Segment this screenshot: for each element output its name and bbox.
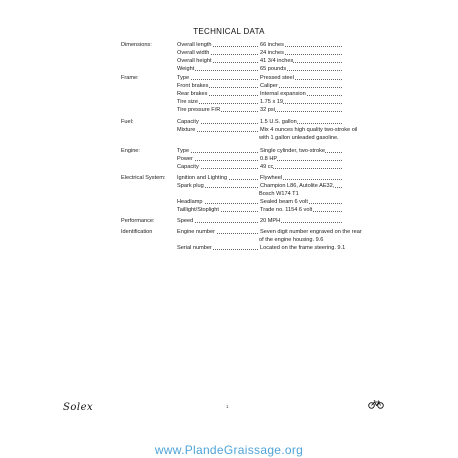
spec-label: Tire pressure F/R [177, 107, 221, 113]
spec-value: Pressed steel [260, 75, 294, 81]
spec-value-continued: of the engine housing. 9.6 [259, 237, 324, 243]
spec-label: Tire size [177, 99, 198, 105]
section-label: Electrical System: [121, 175, 166, 181]
section-label: Dimensions: [121, 42, 152, 48]
spec-label: Headlamp [177, 199, 203, 205]
spec-label: Spark plug [177, 183, 204, 189]
solex-logo: Solex [63, 402, 94, 413]
spec-row [177, 42, 342, 49]
spec-label: Type [177, 148, 190, 154]
section-label: Frame: [121, 75, 139, 81]
spec-value: Located on the frame steering. 9.1 [260, 245, 346, 251]
page-title: TECHNICAL DATA [193, 27, 265, 36]
spec-row [177, 218, 342, 225]
spec-row [177, 156, 342, 163]
spec-value: Sealed beam 6 volt [260, 199, 308, 205]
spec-value: Champion L86, Autolite AE32, [260, 183, 335, 189]
spec-label: Overall width [177, 50, 210, 56]
spec-value: Trade no. 1154 6 volt [260, 207, 313, 213]
section-label: Fuel: [121, 119, 134, 125]
spec-value: 24 inches [260, 50, 284, 56]
spec-label: Overall height [177, 58, 212, 64]
spec-value: 32 psi [260, 107, 275, 113]
spec-row [177, 183, 342, 190]
spec-row [177, 164, 342, 171]
spec-row [177, 245, 346, 252]
spec-row [177, 127, 358, 134]
spec-row [177, 119, 342, 126]
spec-label: Speed [177, 218, 194, 224]
spec-row [177, 75, 342, 82]
spec-label: Overall length [177, 42, 212, 48]
section-label: Performance: [121, 218, 155, 224]
spec-value: Single cylinder, two-stroke [260, 148, 325, 154]
spec-row [177, 148, 342, 155]
spec-value: Caliper [260, 83, 278, 89]
bicycle-icon [368, 399, 384, 409]
section-label: Identification [121, 229, 153, 235]
spec-label: Weight [177, 66, 195, 72]
spec-label: Ignition and Lighting [177, 175, 228, 181]
spec-value: 20 MPH [260, 218, 281, 224]
spec-row [177, 175, 342, 182]
page-number: 1 [226, 404, 229, 409]
spec-row [177, 207, 342, 214]
spec-label: Capacity [177, 164, 199, 170]
watermark-link[interactable]: www.PlandeGraissage.org [154, 443, 304, 457]
spec-value: 49 cc [260, 164, 274, 170]
spec-row [177, 229, 362, 236]
spec-row [177, 58, 342, 65]
spec-label: Mixture [177, 127, 196, 133]
spec-value: 66 inches [260, 42, 284, 48]
spec-label: Taillight/Stoplight [177, 207, 219, 213]
section-label: Engine: [121, 148, 140, 154]
spec-value: 0.8 HP [260, 156, 278, 162]
spec-value-continued: Bosch W174 T1 [259, 191, 299, 197]
spec-value: Internal expansion [260, 91, 306, 97]
spec-value: Mix 4 ounces high quality two-stroke oil [260, 127, 358, 133]
spec-row [177, 107, 342, 114]
spec-label: Capacity [177, 119, 199, 125]
spec-value: 65 pounds [260, 66, 287, 72]
spec-row [177, 199, 342, 206]
spec-value: 1.75 x 19 [260, 99, 284, 105]
spec-row [177, 50, 342, 57]
spec-value-continued: with 1 gallon unleaded gasoline. [259, 135, 339, 141]
spec-label: Front brakes [177, 83, 209, 89]
spec-label: Engine number [177, 229, 215, 235]
spec-label: Serial number [177, 245, 212, 251]
spec-value: Flywheel [260, 175, 283, 181]
spec-label: Power [177, 156, 193, 162]
spec-row [177, 66, 342, 73]
spec-row [177, 99, 342, 106]
spec-value: 41 3/4 inches [260, 58, 294, 64]
spec-value: Seven digit number engraved on the rear [260, 229, 362, 235]
spec-row [177, 91, 342, 98]
spec-row [177, 83, 342, 90]
spec-label: Type [177, 75, 190, 81]
spec-value: 1.5 U.S. gallon [260, 119, 297, 125]
spec-label: Rear brakes [177, 91, 208, 97]
